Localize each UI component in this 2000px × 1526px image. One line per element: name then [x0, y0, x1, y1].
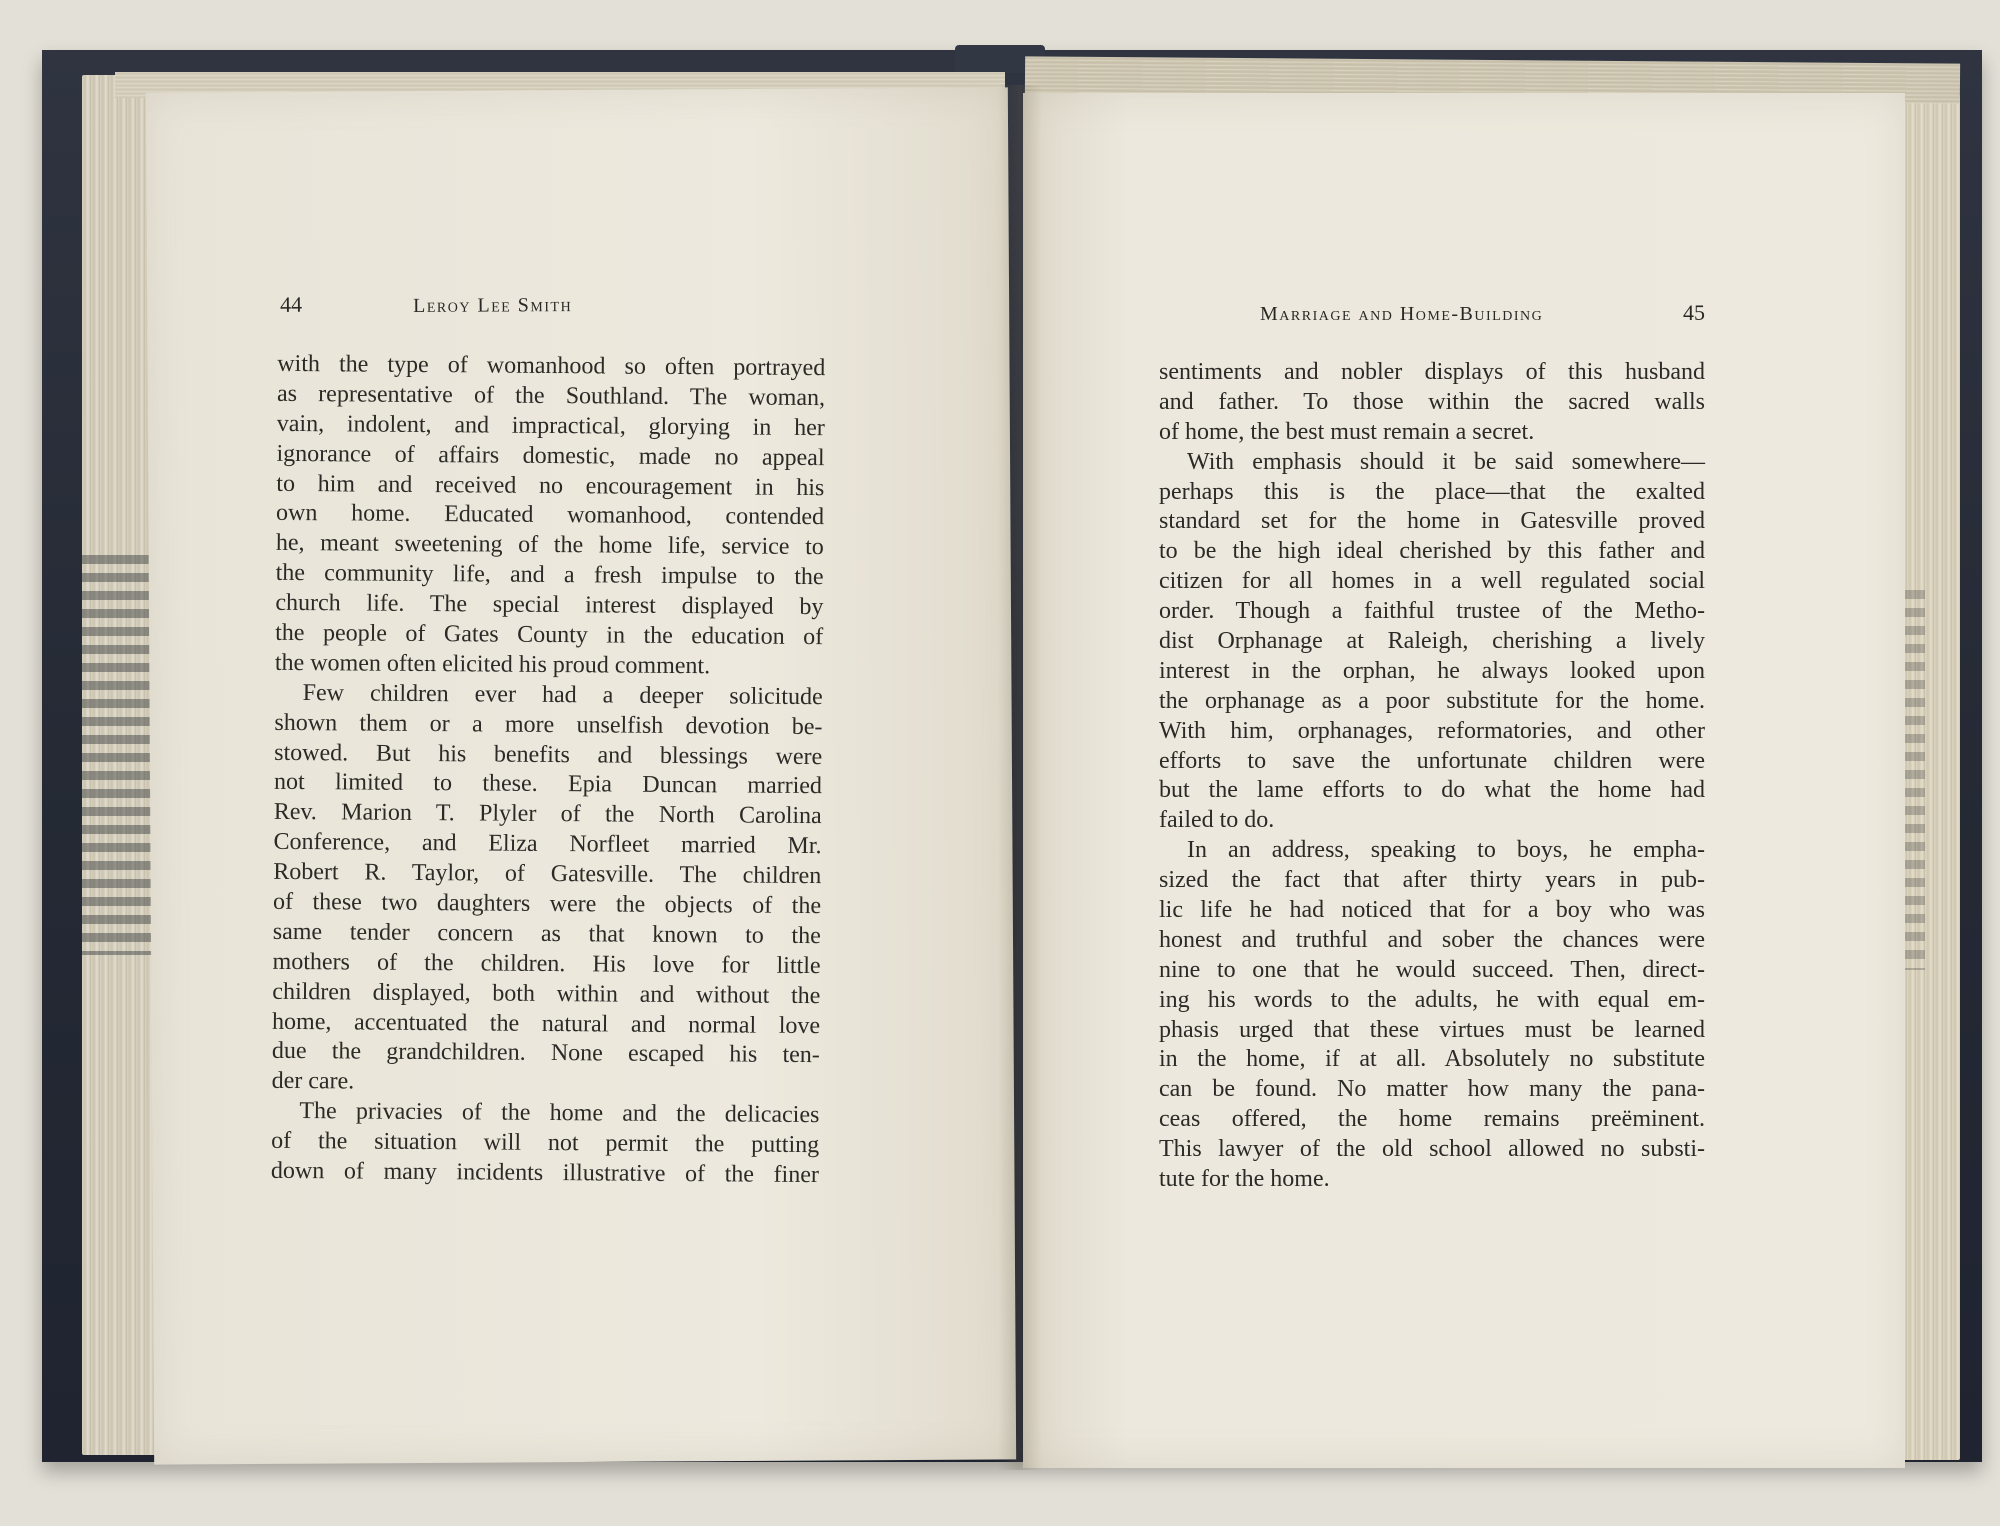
text-line: ing his words to the adults, he with equal em-: [1159, 986, 1705, 1013]
text-line: home, accentuated the natural and normal love: [272, 1008, 821, 1039]
text-line: to him and received no encouragement in his: [276, 470, 825, 501]
text-line: with the type of womanhood so often portrayed: [277, 350, 826, 382]
text-line: With emphasis should it be said somewhere—: [1187, 448, 1705, 475]
text-line: sized the fact that after thirty years in pub-: [1159, 867, 1705, 894]
text-line: dist Orphanage at Raleigh, cherishing a lively: [1159, 628, 1705, 655]
text-line: Rev. Marion T. Plyler of the North Carolina: [273, 799, 822, 830]
text-line: to be the high ideal cherished by this father and: [1159, 538, 1705, 565]
text-line: The privacies of the home and the delicacies: [299, 1098, 820, 1129]
right-page-body: [1159, 358, 1705, 1195]
text-line: lic life he had noticed that for a boy who was: [1159, 897, 1705, 924]
text-line: ignorance of affairs domestic, made no appeal: [276, 440, 825, 471]
text-line: In an address, speaking to boys, he empha-: [1187, 837, 1705, 864]
text-line: due the grandchildren. None escaped his ten-: [271, 1038, 820, 1069]
text-line: This lawyer of the old school allowed no substi-: [1159, 1136, 1705, 1163]
text-line: honest and truthful and sober the chances were: [1159, 926, 1705, 953]
text-line: of home, the best must remain a secret.: [1159, 418, 1535, 445]
running-header-right: Marriage and Home-Building: [1260, 303, 1544, 325]
text-line: phasis urged that these virtues must be learned: [1159, 1016, 1705, 1043]
text-line: ceas offered, the home remains preëminent.: [1159, 1106, 1705, 1133]
text-line: der care.: [271, 1068, 355, 1095]
text-line: standard set for the home in Gatesville proved: [1159, 508, 1705, 535]
text-line: same tender concern as that known to the: [272, 918, 821, 950]
left-page-body: [271, 350, 826, 1191]
text-line: Conference, and Eliza Norfleet married Mr.: [273, 829, 822, 860]
text-line: efforts to save the unfortunate children were: [1159, 747, 1705, 774]
text-line: sentiments and nobler displays of this husband: [1159, 359, 1705, 385]
text-line: he, meant sweetening of the home life, service to: [275, 530, 824, 561]
text-line: perhaps this is the place—that the exalted: [1159, 478, 1705, 505]
text-line: not limited to these. Epia Duncan married: [273, 769, 823, 800]
text-line: the community life, and a fresh impulse to the: [275, 560, 824, 591]
text-line: stowed. But his benefits and blessings were: [274, 739, 823, 770]
text-line: down of many incidents illustrative of the finer: [270, 1157, 820, 1189]
text-line: shown them or a more unselfish devotion be-: [274, 709, 823, 740]
book-gutter-shadow: [998, 85, 1042, 1470]
text-line: of the situation will not permit the putting: [271, 1127, 820, 1159]
text-line: and father. To those within the sacred walls: [1159, 388, 1705, 415]
text-line: of these two daughters were the objects of the: [272, 888, 822, 920]
text-line: can be found. No matter how many the pana-: [1159, 1076, 1705, 1103]
text-line: vain, indolent, and impractical, glorying in her: [276, 410, 825, 441]
text-line: church life. The special interest displayed by: [275, 589, 824, 621]
text-line: nine to one that he would succeed. Then, direct-: [1159, 956, 1705, 983]
text-line: failed to do.: [1159, 807, 1275, 834]
text-line: the orphanage as a poor substitute for the home.: [1159, 687, 1705, 714]
text-line: mothers of the children. His love for little: [272, 948, 821, 979]
page-number-left: 44: [280, 291, 303, 317]
text-line: the women often elicited his proud comment.: [274, 649, 711, 680]
right-page: [1023, 93, 1905, 1468]
text-line: Few children ever had a deeper solicitude: [302, 679, 823, 710]
page-number-right: 45: [1683, 300, 1705, 325]
text-line: the people of Gates County in the education of: [275, 619, 824, 651]
text-line: citizen for all homes in a well regulated social: [1159, 568, 1705, 595]
text-line: With him, orphanages, reformatories, and other: [1159, 717, 1705, 744]
text-line: children displayed, both within and without the: [272, 978, 821, 1009]
text-line: but the lame efforts to do what the home had: [1159, 777, 1705, 804]
text-line: interest in the orphan, he always looked upon: [1159, 657, 1705, 684]
text-line: order. Though a faithful trustee of the Metho-: [1159, 598, 1705, 625]
text-line: own home. Educated womanhood, contended: [276, 500, 825, 531]
text-line: tute for the home.: [1159, 1166, 1330, 1193]
text-line: Robert R. Taylor, of Gatesville. The children: [273, 858, 822, 890]
left-page: [146, 87, 1016, 1464]
text-line: in the home, if at all. Absolutely no substitute: [1159, 1046, 1705, 1073]
text-line: as representative of the Southland. The woman,: [276, 380, 826, 412]
running-header-left: Leroy Lee Smith: [413, 294, 573, 318]
